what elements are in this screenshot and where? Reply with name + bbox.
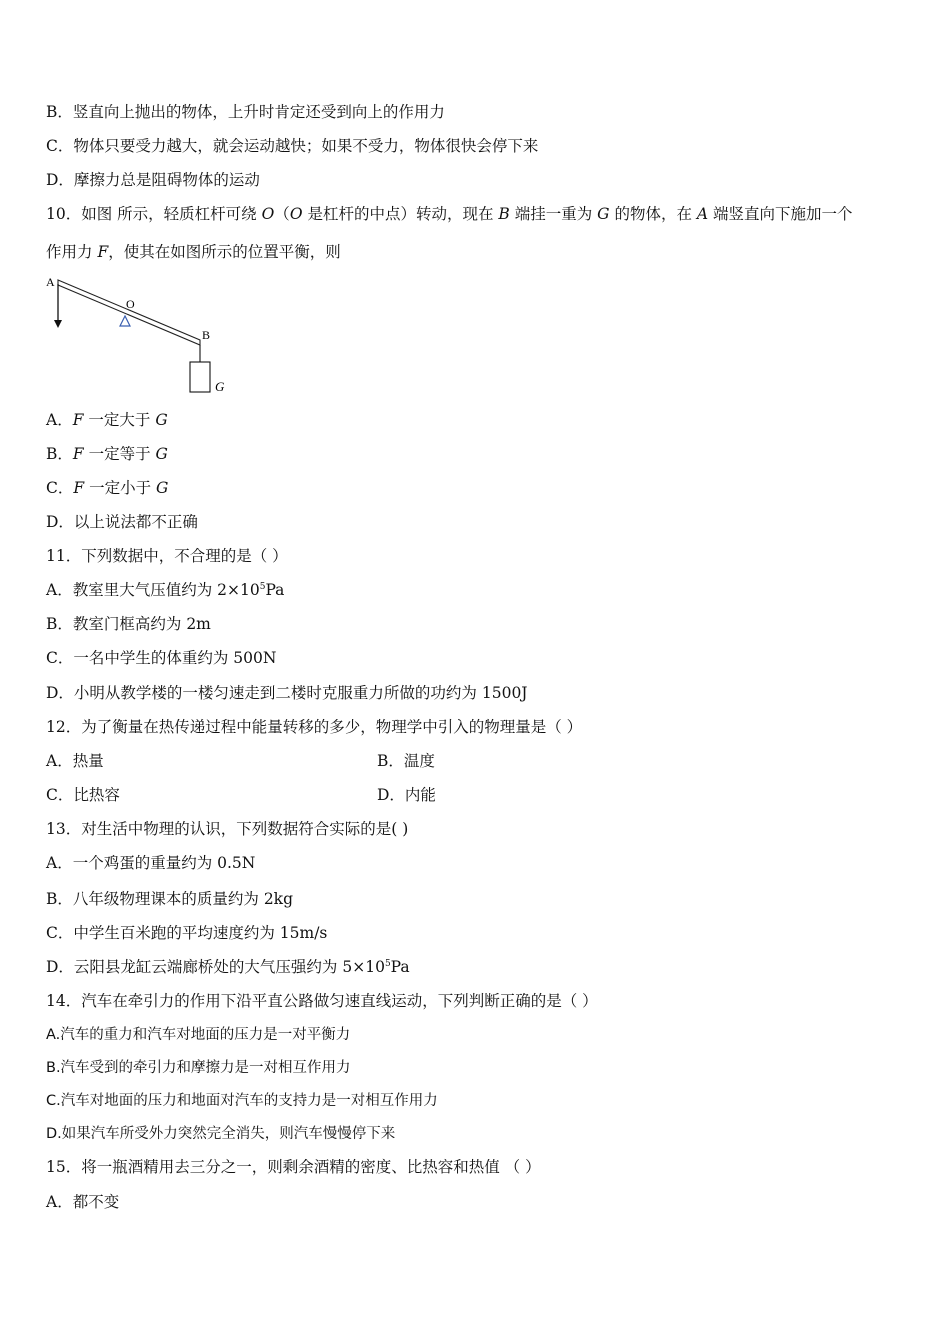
force-arrow-head: [54, 320, 62, 328]
q11-option-b: B．教室门框高约为 2m: [46, 615, 211, 633]
q13-option-c: C．中学生百米跑的平均速度约为 15m/s: [46, 924, 328, 942]
q10-option-c: C．F 一定小于 G: [46, 479, 169, 497]
q12-option-c: C．比热容: [46, 786, 120, 804]
q9-option-b: B．竖直向上抛出的物体，上升时肯定还受到向上的作用力: [46, 103, 445, 121]
q14-option-a: A.汽车的重力和汽车对地面的压力是一对平衡力: [46, 1027, 351, 1043]
q12-option-d: D．内能: [377, 786, 436, 804]
q13-option-b: B．八年级物理课本的质量约为 2kg: [46, 890, 293, 908]
q10-stem-line2: 作用力 F，使其在如图所示的位置平衡，则: [46, 243, 341, 261]
q10-option-b: B．F 一定等于 G: [46, 445, 168, 463]
fulcrum-icon: [120, 316, 130, 326]
q15-option-a: A．都不变: [46, 1193, 120, 1211]
q14-option-d: D.如果汽车所受外力突然完全消失，则汽车慢慢停下来: [46, 1126, 396, 1142]
q14-option-b: B.汽车受到的牵引力和摩擦力是一对相互作用力: [46, 1060, 351, 1076]
q11-option-c: C．一名中学生的体重约为 500N: [46, 649, 277, 667]
q14-stem: 14．汽车在牵引力的作用下沿平直公路做匀速直线运动，下列判断正确的是（ ）: [46, 992, 598, 1010]
q15-stem: 15．将一瓶酒精用去三分之一，则剩余酒精的密度、比热容和热值 （ ）: [46, 1158, 541, 1176]
q10-stem-line1: 10．如图 所示，轻质杠杆可绕 O（O 是杠杆的中点）转动，现在 B 端挂一重为 G 的物体，在 A 端竖直向下施加一个: [46, 205, 853, 223]
q12-stem: 12．为了衡量在热传递过程中能量转移的多少，物理学中引入的物理量是（ ）: [46, 718, 583, 736]
q13-option-a: A．一个鸡蛋的重量约为 0.5N: [46, 854, 256, 872]
q13-option-d: D．云阳县龙缸云端廊桥处的大气压强约为 $5\times 10^5Pa$: [46, 958, 410, 976]
q10-option-d: D．以上说法都不正确: [46, 513, 198, 531]
q9-option-c: C．物体只要受力越大，就会运动越快；如果不受力，物体很快会停下来: [46, 137, 539, 155]
lever-diagram: [40, 272, 240, 400]
label-a: A: [46, 275, 55, 289]
q10-option-a: A．F 一定大于 G: [46, 411, 168, 429]
q9-option-d: D．摩擦力总是阻碍物体的运动: [46, 171, 260, 189]
q14-option-c: C.汽车对地面的压力和地面对汽车的支持力是一对相互作用力: [46, 1093, 438, 1109]
q12-option-b: B．温度: [377, 752, 435, 770]
weight-box: [190, 362, 210, 392]
q12-option-a: A．热量: [46, 752, 104, 770]
label-b: B: [202, 328, 211, 342]
q13-stem: 13．对生活中物理的认识，下列数据符合实际的是( ): [46, 820, 409, 838]
q11-option-a: A．教室里大气压值约为 $2\times 10^5Pa$: [46, 581, 285, 599]
q11-option-d: D．小明从教学楼的一楼匀速走到二楼时克服重力所做的功约为 1500J: [46, 684, 528, 702]
q11-stem: 11．下列数据中，不合理的是（ ）: [46, 547, 288, 565]
label-o: O: [126, 297, 135, 311]
lever-bar: [58, 280, 200, 345]
label-g: G: [215, 379, 225, 394]
